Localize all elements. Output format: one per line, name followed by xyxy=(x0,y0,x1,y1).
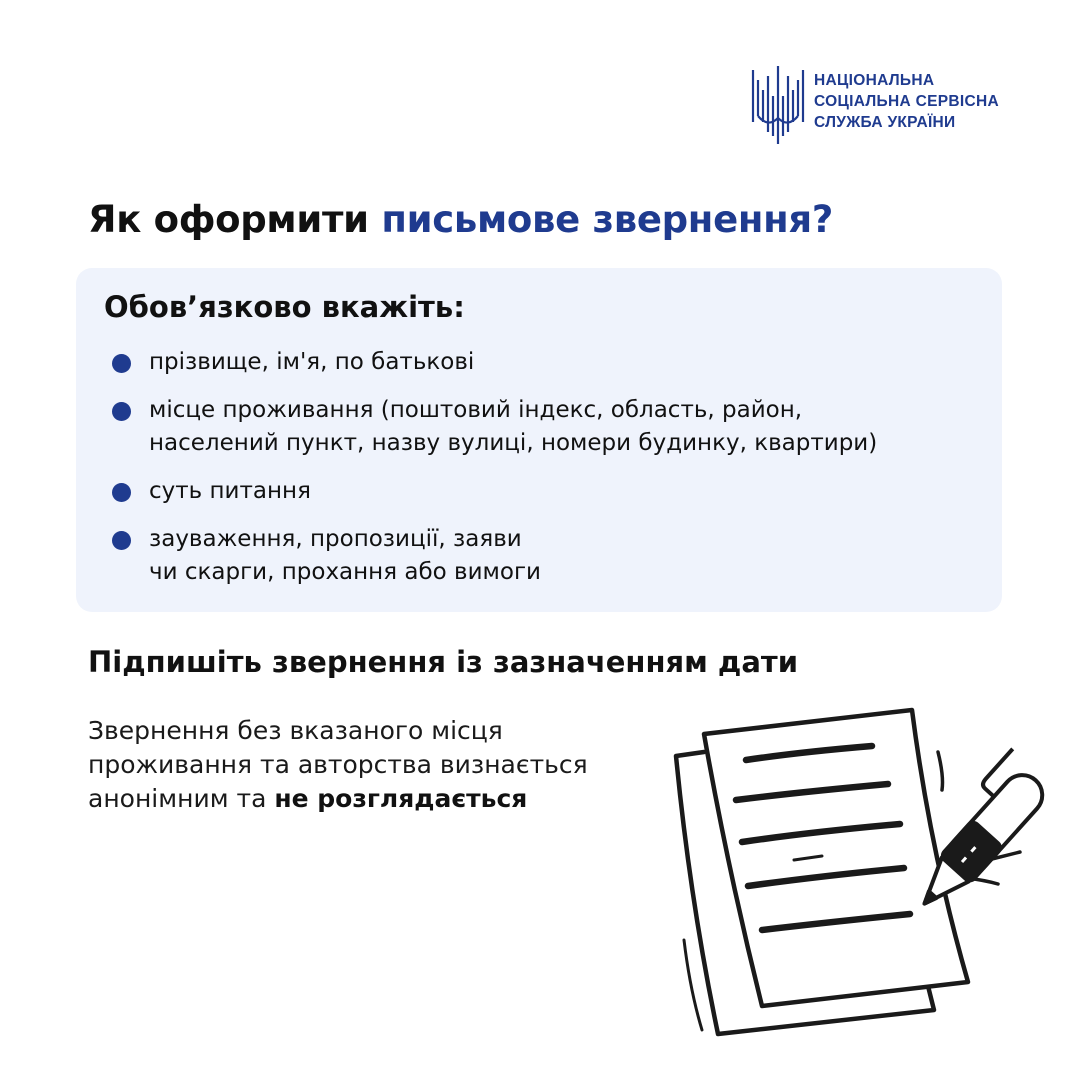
note-line-2: проживання та авторства визнається xyxy=(88,750,588,779)
list-item xyxy=(112,475,877,508)
title-accent: письмове звернення? xyxy=(381,198,834,241)
service-logo xyxy=(750,66,1040,146)
required-info-list xyxy=(112,346,877,589)
list-item-line: місце проживання (поштовий індекс, область, район, xyxy=(149,397,803,423)
required-info-card xyxy=(76,268,1002,612)
front-sheet-icon xyxy=(704,710,968,1006)
logo-text xyxy=(814,70,999,133)
title-part-1: Як оформити xyxy=(88,198,382,241)
list-item xyxy=(112,346,877,379)
list-item-line: суть питання xyxy=(149,478,311,504)
anonymous-note xyxy=(88,714,588,816)
logo-line-3: СЛУЖБА УКРАЇНИ xyxy=(814,114,956,131)
emblem-icon xyxy=(750,66,806,144)
bullet-icon xyxy=(112,483,131,502)
list-item xyxy=(112,523,877,589)
logo-line-1: НАЦІОНАЛЬНА xyxy=(814,72,935,89)
page-title xyxy=(88,198,833,241)
list-item-line: зауваження, пропозиції, заяви xyxy=(149,526,522,552)
list-item xyxy=(112,394,877,460)
logo-line-2: СОЦІАЛЬНА СЕРВІСНА xyxy=(814,93,999,110)
bullet-icon xyxy=(112,531,131,550)
bullet-icon xyxy=(112,354,131,373)
card-heading: Обов’язково вкажіть: xyxy=(104,290,465,324)
note-line-3-prefix: анонімним та xyxy=(88,784,275,813)
list-item-line: населений пункт, назву вулиці, номери будинку, квартири) xyxy=(149,430,878,456)
note-emphasis: не розглядається xyxy=(274,784,528,813)
list-item-line: прізвище, ім'я, по батькові xyxy=(149,349,475,375)
sign-heading: Підпишіть звернення із зазначенням дати xyxy=(88,645,799,679)
bullet-icon xyxy=(112,402,131,421)
note-line-3 xyxy=(88,782,588,816)
document-pen-illustration xyxy=(640,700,1060,1060)
list-item-line: чи скарги, прохання або вимоги xyxy=(149,559,541,585)
note-line-1: Звернення без вказаного місця xyxy=(88,716,503,745)
